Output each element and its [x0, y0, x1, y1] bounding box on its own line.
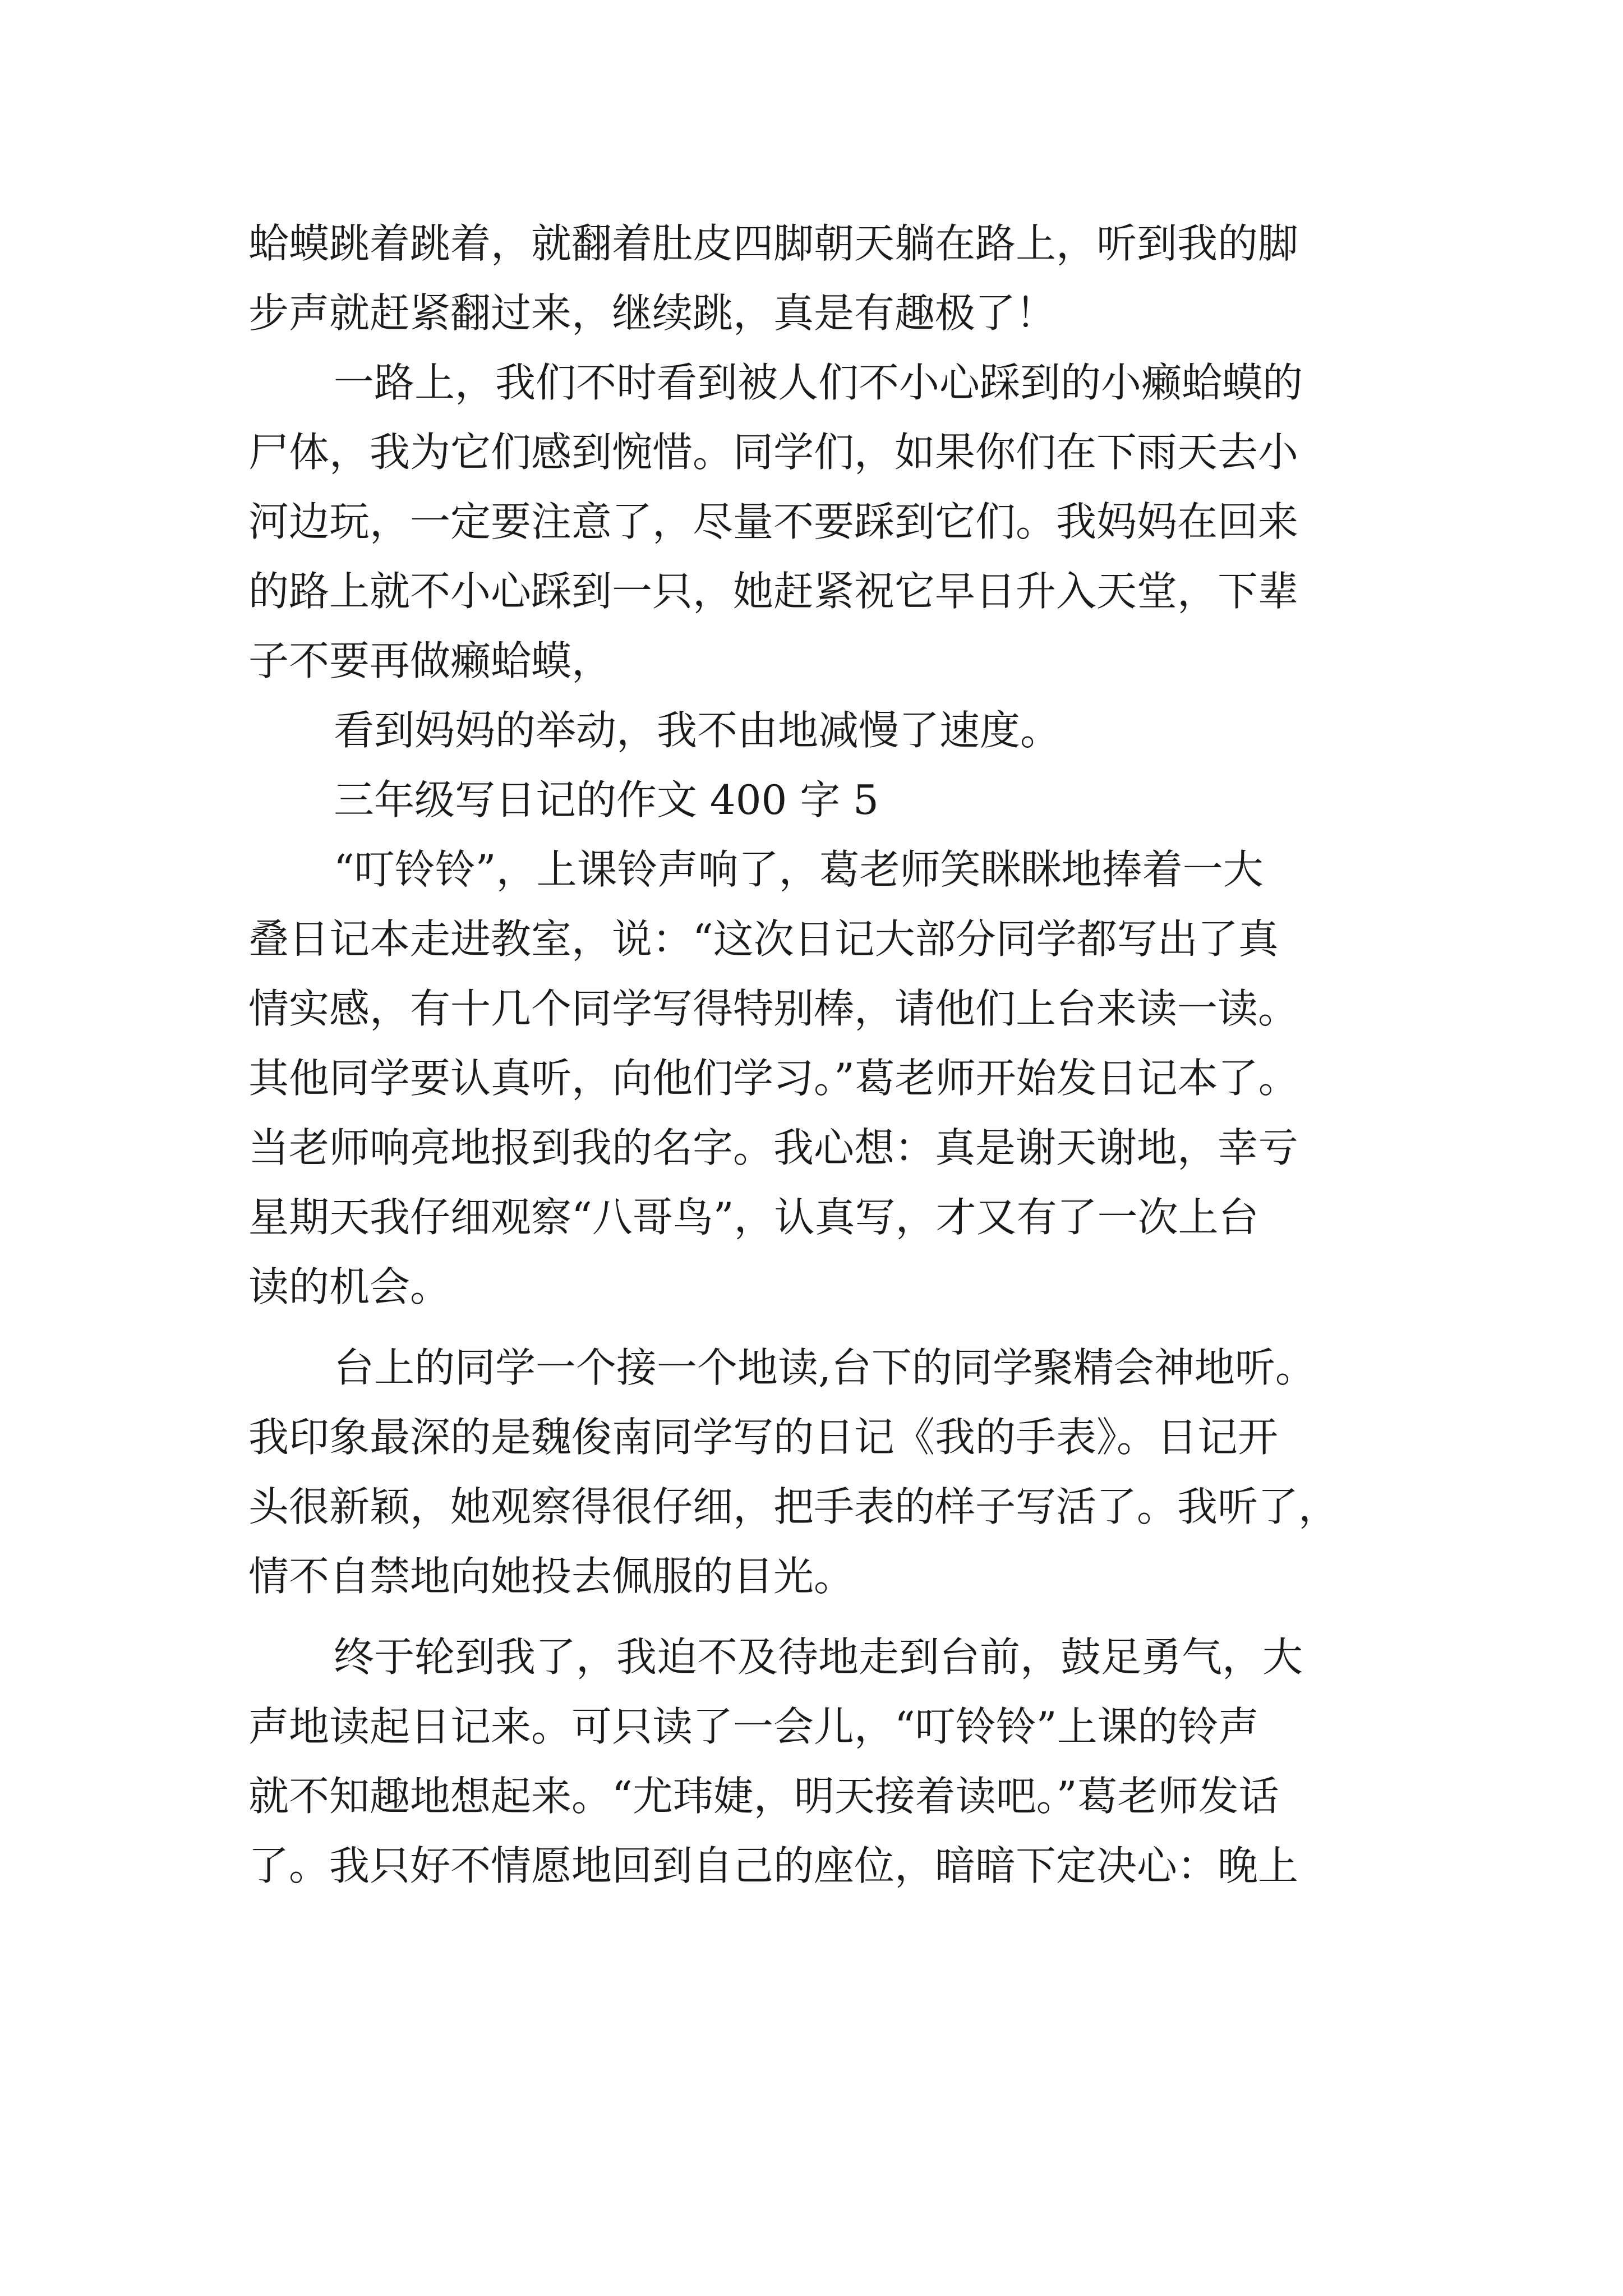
text-line: 就不知趣地想起来。“尤玮婕，明天接着读吧。”葛老师发话 — [248, 1773, 1279, 1820]
text-line: 当老师响亮地报到我的名字。我心想：真是谢天谢地，幸亏 — [248, 1124, 1299, 1171]
paragraph-start-line: 看到妈妈的举动，我不由地减慢了速度。 — [334, 707, 1061, 754]
text-line: 星期天我仔细观察“八哥鸟”，认真写，才又有了一次上台 — [248, 1194, 1259, 1241]
paragraph-start-line: “叮铃铃”，上课铃声响了，葛老师笑眯眯地捧着一大 — [334, 846, 1264, 893]
text-line: 我印象最深的是魏俊南同学写的日记《我的手表》。日记开 — [248, 1414, 1279, 1461]
text-line: 步声就赶紧翻过来，继续跳，真是有趣极了！ — [248, 289, 1057, 337]
text-line: 了。我只好不情愿地回到自己的座位，暗暗下定决心：晚上 — [248, 1842, 1299, 1889]
text-line: 声地读起日记来。可只读了一会儿，“叮铃铃”上课的铃声 — [248, 1703, 1259, 1750]
text-line: 叠日记本走进教室，说：“这次日记大部分同学都写出了真 — [248, 915, 1279, 963]
text-line: 蛤蟆跳着跳着，就翻着肚皮四脚朝天躺在路上，听到我的脚 — [248, 220, 1299, 267]
paragraph-start-line: 一路上，我们不时看到被人们不小心踩到的小癞蛤蟆的 — [334, 359, 1303, 406]
text-line: 情不自禁地向她投去佩服的目光。 — [248, 1553, 855, 1600]
text-line: 情实感，有十几个同学写得特别棒，请他们上台来读一读。 — [248, 985, 1299, 1032]
text-line: 其他同学要认真听，向他们学习。”葛老师开始发日记本了。 — [248, 1055, 1299, 1102]
text-line: 河边玩，一定要注意了，尽量不要踩到它们。我妈妈在回来 — [248, 498, 1299, 545]
text-line: 头很新颖，她观察得很仔细，把手表的样子写活了。我听了， — [248, 1483, 1339, 1530]
section-heading: 三年级写日记的作文 400 字 5 — [334, 776, 879, 823]
text-line: 读的机会。 — [248, 1263, 451, 1310]
paragraph-start-line: 台上的同学一个接一个地读,台下的同学聚精会神地听。 — [334, 1344, 1316, 1391]
text-line: 子不要再做癞蛤蟆， — [248, 637, 612, 684]
text-line: 的路上就不小心踩到一只，她赶紧祝它早日升入天堂，下辈 — [248, 568, 1299, 615]
paragraph-start-line: 终于轮到我了，我迫不及待地走到台前，鼓足勇气，大 — [334, 1634, 1303, 1681]
text-line: 尸体，我为它们感到惋惜。同学们，如果你们在下雨天去小 — [248, 429, 1299, 476]
body-text — [248, 209, 1370, 1901]
